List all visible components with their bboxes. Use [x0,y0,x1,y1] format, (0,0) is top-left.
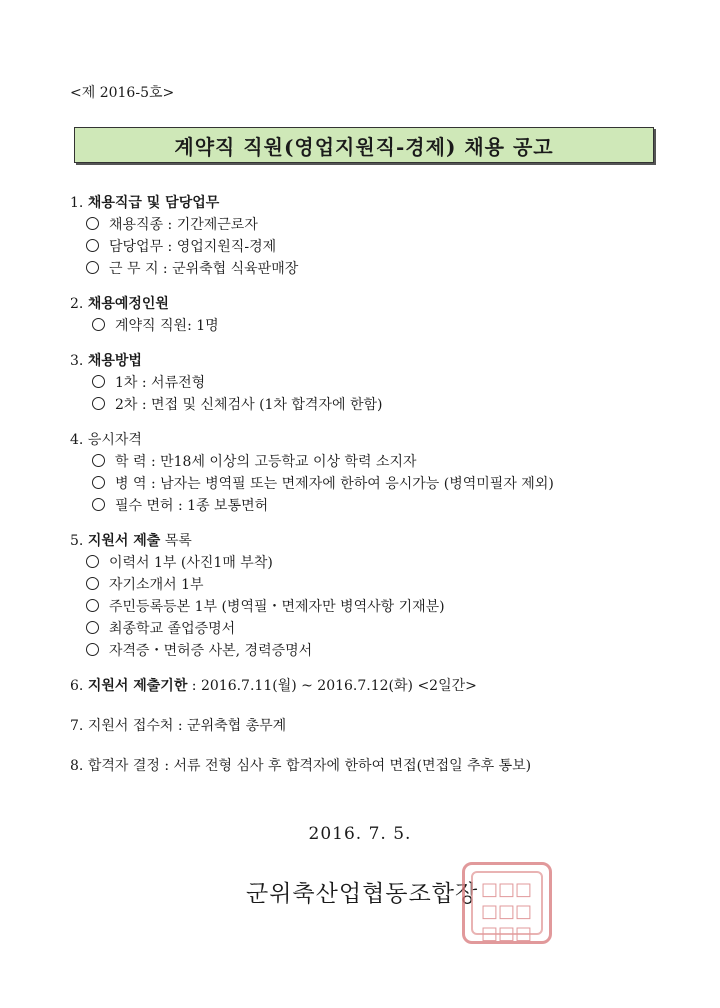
list-item: 2차 : 면접 및 신체검사 (1차 합격자에 한함) [70,394,670,416]
notice-body [70,192,670,790]
circle-bullet-icon [92,375,105,388]
section-4 [70,429,670,517]
circle-bullet-icon [86,621,99,634]
list-item: 계약직 직원: 1명 [70,315,670,337]
section-heading: 2. 채용예정인원 [70,296,169,312]
section-heading: 4. 응시자격 [70,432,142,448]
list-item: 담당업무 : 영업지원직-경제 [70,236,670,258]
list-item: 이력서 1부 (사진1매 부착) [70,552,670,574]
circle-bullet-icon [92,318,105,331]
section-5 [70,530,670,662]
circle-bullet-icon [86,261,99,274]
section-heading: 7. 지원서 접수처 : 군위축협 총무계 [70,718,287,734]
section-heading: 5. 지원서 제출 목록 [70,533,192,549]
list-item: 채용직종 : 기간제근로자 [70,214,670,236]
circle-bullet-icon [92,397,105,410]
section-heading: 6. 지원서 제출기한 : 2016.7.11(월) ~ 2016.7.12(화) <2일간> [70,678,477,694]
section-8 [70,755,670,777]
list-item: 자격증・면허증 사본, 경력증명서 [70,640,670,662]
section-6 [70,675,670,697]
circle-bullet-icon [92,498,105,511]
circle-bullet-icon [86,239,99,252]
official-seal-icon: □□□ □□□ □□□ [462,862,552,944]
list-item: 근 무 지 : 군위축협 식육판매장 [70,258,670,280]
circle-bullet-icon [92,454,105,467]
list-item: 최종학교 졸업증명서 [70,618,670,640]
section-3 [70,350,670,416]
section-2 [70,293,670,337]
section-7 [70,715,670,737]
list-item: 학 력 : 만18세 이상의 고등학교 이상 학력 소지자 [70,451,670,473]
notice-title: 계약직 직원(영업지원직-경제) 채용 공고 [74,127,654,163]
circle-bullet-icon [86,555,99,568]
issue-date: 2016. 7. 5. [308,824,412,844]
section-heading: 1. 채용직급 및 담당업무 [70,195,220,211]
list-item: 병 역 : 남자는 병역필 또는 면제자에 한하여 응시가능 (병역미필자 제외) [70,473,670,495]
section-1 [70,192,670,280]
circle-bullet-icon [86,217,99,230]
section-heading: 3. 채용방법 [70,353,142,369]
circle-bullet-icon [92,476,105,489]
circle-bullet-icon [86,643,99,656]
section-heading: 8. 합격자 결정 : 서류 전형 심사 후 합격자에 한하여 면접(면접일 추후 통보) [70,758,532,774]
list-item: 자기소개서 1부 [70,574,670,596]
circle-bullet-icon [86,577,99,590]
organization-name: 군위축산업협동조합장 [246,881,479,907]
document-number: <제 2016-5호> [70,85,175,101]
circle-bullet-icon [86,599,99,612]
list-item: 필수 면허 : 1종 보통면허 [70,495,670,517]
list-item: 주민등록등본 1부 (병역필・면제자만 병역사항 기재분) [70,596,670,618]
list-item: 1차 : 서류전형 [70,372,670,394]
